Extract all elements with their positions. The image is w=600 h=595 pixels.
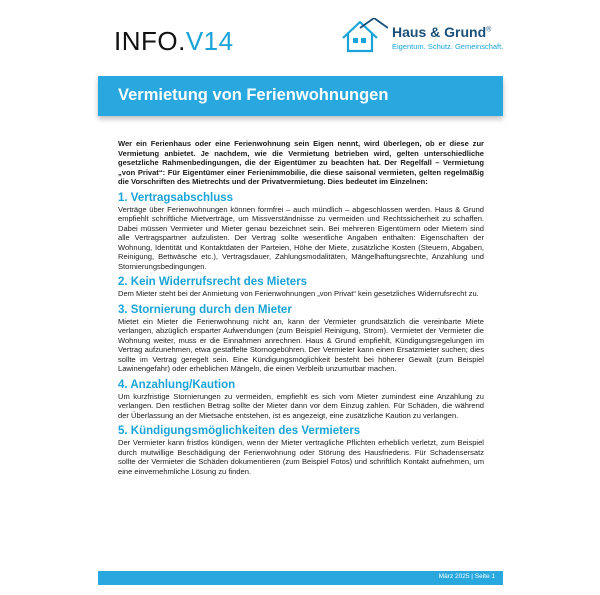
section-title-kuendigung: 5. Kündigungsmöglichkeiten des Vermieters [118, 425, 361, 437]
footer-date-page: März 2025 | Seite 1 [438, 573, 495, 580]
info-title [114, 26, 234, 57]
haus-und-grund-logo [340, 18, 504, 58]
page-header [0, 0, 600, 80]
title-banner [98, 76, 503, 116]
section-body-widerrufsrecht: Dem Mieter steht bei der Anmietung von Ferienwohnungen „von Privat“ kein gesetzliches Widerrufsrecht zu. [118, 289, 479, 298]
info-title-accent: V14 [185, 26, 234, 56]
page-title: Vermietung von Ferienwohnungen [118, 86, 389, 104]
intro-paragraph: Wer ein Ferienhaus oder eine Ferienwohnung sein Eigen nennt, wird überlegen, ob er diese zur Vermietung anbietet. Je nachdem, wie die Vermietung betrieben wird, gelten unterschiedliche gesetzliche Rahmenbedingungen, die der Eigentümer zu beachten hat. Der Regelfall – Vermietung „von Privat“: Für Eigentümer einer Ferienimmobilie, die diese saisonal vermieten, gelten regelmäßig die Vorschriften des Mietrechts und der Privatvermietung. Dies bedeutet im Einzelnen: [118, 139, 484, 186]
section-title-vertragsabschluss: 1. Vertragsabschluss [118, 191, 234, 204]
logo-name-text: Haus & Grund [392, 24, 487, 40]
section-body-kuendigung: Der Vermieter kann fristlos kündigen, wenn der Mieter vertragliche Pflichten erheblich verletzt, zum Beispiel durch mutwillige Beschädigung der Ferienwohnung oder Störung des Hausfriedens. Für Schadensersatz sollte der Vermieter die Schäden dokumentieren (zum Beispiel Fotos) und schriftlich Kontakt aufnehmen, um eine einvernehmliche Lösung zu finden. [118, 438, 484, 476]
logo-registered-mark: ® [486, 26, 492, 34]
section-body-vertragsabschluss: Verträge über Ferienwohnungen können formfrei – auch mündlich – abgeschlossen werden. Haus & Grund empfiehlt schriftliche Mietverträge, um Missverständnisse zu vermeiden und Rechtssicherheit zu schaffen. Dabei müssen Vermieter und Mieter genau bezeichnet sein. Bei mehreren Eigentümern oder Mietern sind alle Vertragspartner aufzulisten. Der Vertrag sollte wesentliche Angaben enthalten: Eigenschaften der Wohnung, Identität und Kontaktdaten der Parteien, Höhe der Miete, zusätzliche Kosten (Steuern, Abgaben, Reinigung, Bettwäsche etc.), Vertragsdauer, Zahlungsmodalitäten, Mängelhaftungsrechte, Anzahlung und Stornierungsbedingungen. [118, 204, 484, 271]
section-title-stornierung: 3. Stornierung durch den Mieter [118, 303, 292, 316]
page-footer [98, 571, 503, 585]
section-body-anzahlung: Um kurzfristige Stornierungen zu vermeiden, empfiehlt es sich vom Mieter zumindest eine Anzahlung zu verlangen. Den restlichen Betrag sollte der Mieter dann vor dem Einzug zahlen. Für Schäden, die während der Überlassung an der Mietsache entstehen, ist es angezeigt, eine zusätzliche Kaution zu verlangen. [118, 391, 484, 420]
document-content [118, 139, 484, 476]
logo-name [392, 24, 491, 40]
section-body-stornierung: Mietet ein Mieter die Ferienwohnung nicht an, kann der Vermieter grundsätzlich die vereinbarte Miete verlangen, abzüglich ersparter Aufwendungen (zum Beispiel Reinigung, Strom). Vermietet der Vermieter die Wohnung weiter, muss er die Einnahmen anrechnen. Haus & Grund empfiehlt, Kündigungsregelungen im Vertrag aufzunehmen, etwa gestaffelte Stornogebühren. Der Vermieter kann einen Ersatzmieter suchen; dies sollte im Vertrag geregelt sein. Eine Kündigungsmöglichkeit besteht bei höherer Gewalt (zum Beispiel Lawinengefahr) oder erheblichen Mängeln, die einen Verbleib unzumutbar machen. [118, 316, 484, 373]
section-title-widerrufsrecht: 2. Kein Widerrufsrecht des Mieters [118, 276, 308, 288]
house-logo-icon [340, 18, 388, 58]
section-title-anzahlung: 4. Anzahlung/Kaution [118, 378, 236, 391]
logo-tagline: Eigentum. Schutz. Gemeinschaft. [392, 42, 504, 51]
info-title-main: INFO. [114, 26, 186, 56]
